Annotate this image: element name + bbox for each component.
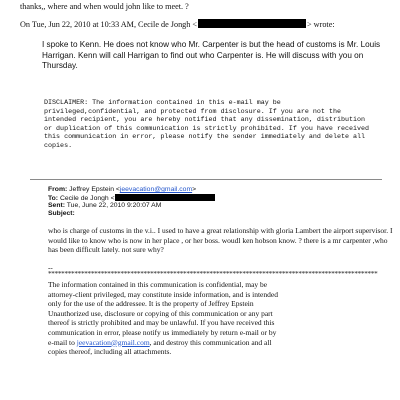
from-label: From: (48, 186, 68, 193)
confidential-text-after: , and destroy this communication and all copies thereof, including all attachments. (48, 337, 272, 357)
redacted-email-block (198, 19, 306, 28)
from-close: > (192, 186, 197, 193)
confidentiality-notice (48, 280, 278, 357)
to-label: To: (48, 194, 59, 202)
attribution-prefix: On Tue, Jun 22, 2010 at 10:33 AM, Cecile de Jongh < (20, 20, 198, 29)
top-line-text: thanks,, where and when would john like to meet. ? (20, 2, 189, 11)
disclaimer-text: DISCLAIMER: The information contained in this e-mail may be privileged,confidential, and protected from disclosure. If you are not the intended recipient, you are hereby notified that any dissemination, distribution or duplication of this communication is strictly prohibited. If you have received this communication in error, please notify the sender immediately and delete all copies. (44, 99, 370, 150)
sent-label: Sent: (48, 202, 65, 210)
header-sent-row (48, 202, 215, 210)
quoted-message: I spoke to Kenn. He does not know who Mr. Carpenter is but the head of customs is Mr. Louis Harrigan. Kenn will call Harrigan to find out who Carpenter is. He will discuss with you on Thursday. (42, 40, 381, 71)
subject-label: Subject: (48, 209, 75, 217)
sent-value: Tue, June 22, 2010 9:20:07 AM (66, 202, 162, 210)
header-to-row (48, 194, 215, 203)
asterisk-separator: **************************************************************************************************** (48, 270, 378, 278)
attribution-suffix: > wrote: (307, 20, 335, 29)
reply-attribution (20, 19, 335, 29)
message-body: who is charge of customs in the v.i.. I used to have a great relationship with gloria Lambert the airport supervisor. I would like to know who is now in her place , or her boss. woudl ken hobson know. ? there is a mr carpenter ,who has been difficult lately. not sure why? (48, 226, 393, 255)
redacted-to-email-block (115, 194, 215, 201)
confidential-text-before: The information contained in this communication is confidential, may be attorney-client privileged, may constitute inside information, and is intended only for the use of the addressee. It is the property of Jeffrey Epstein Unauthorized use, disclosure or copying of this communication or any part thereof is strictly prohibited and may be unlawful. If you have received this communication in error, please notify us immediately by return e-mail or by e-mail to (48, 280, 278, 347)
to-name: Cecile de Jongh < (59, 194, 115, 202)
header-from-row (48, 186, 215, 194)
from-name: Jeffrey Epstein < (69, 186, 120, 193)
signature-dashes: -- (48, 264, 53, 272)
confidential-email-link[interactable]: jeevacation@gmail.com (76, 337, 150, 347)
from-email-link[interactable]: jeevacation@gmail.com (119, 186, 193, 193)
email-header (48, 186, 215, 217)
header-subject-row (48, 210, 215, 218)
message-divider (30, 179, 382, 180)
